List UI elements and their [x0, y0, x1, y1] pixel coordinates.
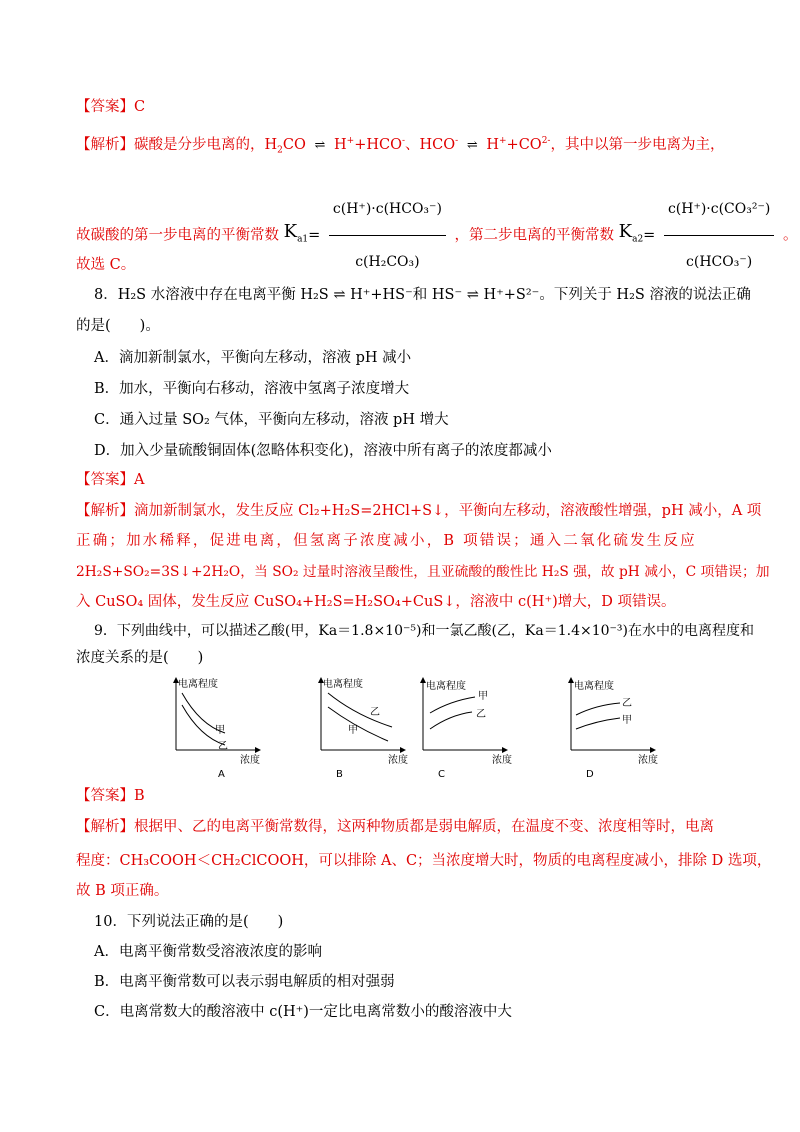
q9-answer: B: [134, 788, 145, 804]
chart-c-jia: 甲: [478, 691, 488, 702]
q8-analysis-1: [76, 501, 761, 521]
q9-analysis-tag: 【解析】: [76, 819, 134, 835]
chart-d-label: D: [586, 769, 594, 780]
chart-d-ylabel: 电离程度: [574, 681, 614, 692]
chart-d-yi: 乙: [622, 698, 632, 709]
chart-b-xlabel: 浓度: [388, 755, 408, 766]
chart-d: [571, 678, 658, 780]
q8-stem-1: 8．H₂S 水溶液中存在电离平衡 H₂S ⇌ H⁺+HS⁻和 HS⁻ ⇌ H⁺+S²⁻。下列关于 H₂S 溶液的说法正确: [94, 287, 751, 303]
chart-a-ylabel: 电离程度: [178, 679, 218, 690]
q8-option-b: B．加水，平衡向右移动，溶液中氢离子浓度增大: [94, 381, 410, 397]
q7-answer-tag: 【答案】: [76, 99, 134, 115]
q8-option-c: C．通入过量 SO₂ 气体，平衡向左移动，溶液 pH 增大: [94, 412, 449, 428]
chart-b-ylabel: 电离程度: [323, 679, 363, 690]
ka1-numerator: c(H⁺)·c(HCO₃⁻): [329, 185, 446, 236]
q7-text-1h: ，其中以第一步电离为主，: [550, 136, 725, 153]
q8-option-a: A．滴加新制氯水，平衡向左移动，溶液 pH 减小: [94, 350, 412, 366]
q9-analysis-2: 程度：CH₃COOH＜CH₂ClCOOH，可以排除 A、C；当浓度增大时，物质的电离程度减小，排除 D 选项，: [76, 853, 772, 869]
q8-answer-line: [76, 470, 144, 490]
q7-text-1a: 碳酸是分步电离的，H: [134, 136, 278, 153]
q7-analysis-tag: 【解析】: [76, 136, 134, 153]
ka2-fraction: [664, 185, 774, 286]
ka2-denominator: c(HCO₃⁻): [686, 254, 753, 270]
ka1-k: K: [283, 220, 298, 242]
q7-text-1b: CO: [282, 136, 306, 153]
chart-c-xlabel: 浓度: [492, 755, 512, 766]
ka2-numerator: c(H⁺)·c(CO₃²⁻): [664, 185, 774, 236]
q8-analysis-2: 正确；加水稀释，促进电离，但氢离子浓度减小，B 项错误；通入二氧化硫发生反应: [76, 533, 697, 549]
chart-b-yi: 乙: [370, 707, 380, 718]
q9-analysis-1: [76, 817, 714, 837]
q9-analysis-3: 故 B 项正确。: [76, 883, 169, 899]
q7-analysis-line2: 故碳酸的第一步电离的平衡常数 $K_{a1}=$ $\frac{\text{c(H⁺)·c(HCO₃⁻)}}{\text{c(H₂CO₃)}}$ ，第二步电离的平衡常数 $K_{a2}=$ $\frac{\text{c(H⁺)·c(CO₃²⁻)}}{\text{c(HCO₃⁻)}}$ 。: [76, 185, 797, 286]
q7-text-1d: +HCO: [354, 136, 402, 153]
q10-option-b: B．电离平衡常数可以表示弱电解质的相对强弱: [94, 974, 395, 990]
chart-a-label: A: [218, 769, 225, 780]
q8-answer: A: [134, 472, 145, 488]
q9-analysis-text-1: 根据甲、乙的电离平衡常数得，这两种物质都是弱电解质，在温度不变、浓度相等时，电离: [134, 819, 714, 835]
q9-answer-line: [76, 786, 145, 806]
chart-c: [423, 678, 512, 780]
q8-analysis-4: 入 CuSO₄ 固体，发生反应 CuSO₄+H₂S=H₂SO₄+CuS↓，溶液中 c(H⁺)增大，D 项错误。: [76, 594, 676, 610]
equilibrium-arrow-icon: ⇌: [314, 137, 326, 153]
q7-answer: C: [134, 99, 146, 115]
q8-analysis-text-1: 滴加新制氯水，发生反应 Cl₂+H₂S=2HCl+S↓，平衡向左移动，溶液酸性增强，pH 减小，A 项: [134, 503, 762, 519]
chart-a-yi: 乙: [218, 741, 228, 752]
equilibrium-arrow-icon: ⇌: [466, 137, 478, 153]
ka2-sub: a2: [632, 234, 644, 245]
q10-stem: 10．下列说法正确的是( ): [94, 914, 284, 930]
chart-c-label: C: [438, 769, 445, 780]
q7-answer-line: [76, 97, 145, 117]
q7-text-1e: 、HCO: [405, 136, 456, 153]
chart-c-ylabel: 电离程度: [426, 681, 466, 692]
q9-stem-2: 浓度关系的是( ): [76, 650, 204, 666]
q9-stem-1: 9．下列曲线中，可以描述乙酸(甲，Ka＝1.8×10⁻⁵)和一氯乙酸(乙，Ka＝1.4×10⁻³)在水中的电离程度和: [94, 623, 754, 639]
q8-stem-2: 的是( )。: [76, 318, 160, 334]
q7-text-1f: H: [486, 136, 499, 153]
q9-charts: [160, 675, 680, 785]
ka1-sub: a1: [297, 234, 309, 245]
q8-analysis-3: 2H₂S+SO₂=3S↓+2H₂O，当 SO₂ 过量时溶液呈酸性，且亚硫酸的酸性比 H₂S 强，故 pH 减小，C 项错误；加: [76, 564, 770, 580]
q7-text-1c: H: [334, 136, 347, 153]
ka2-symbol: [618, 220, 644, 245]
chart-c-yi: 乙: [476, 709, 486, 720]
ka1-symbol: [283, 220, 309, 245]
ka1-denominator: c(H₂CO₃): [355, 254, 420, 270]
chart-d-jia: 甲: [622, 715, 632, 726]
q7-text-1g: +CO: [506, 136, 542, 153]
q7-text-2c: 。: [782, 227, 798, 244]
ka2-k: K: [618, 220, 633, 242]
ka1-fraction: [329, 185, 446, 286]
q8-answer-tag: 【答案】: [76, 472, 134, 488]
chart-a-jia: 甲: [215, 725, 225, 736]
q10-option-a: A．电离平衡常数受溶液浓度的影响: [94, 944, 322, 960]
chart-a: [176, 677, 260, 780]
chart-a-xlabel: 浓度: [240, 755, 260, 766]
q7-analysis-line1: 【解析】碳酸是分步电离的，$H_2CO$ ⇌ H++HCO-、HCO- ⇌ $H^++CO^{2-}$，其中以第一步电离为主，: [76, 136, 725, 156]
q7-conclusion: 故选 C。: [76, 257, 136, 273]
q8-option-d: D．加入少量硫酸铜固体(忽略体积变化)，溶液中所有离子的浓度都减小: [94, 443, 552, 459]
chart-b: [321, 677, 408, 780]
chart-d-xlabel: 浓度: [638, 755, 658, 766]
chart-b-jia: 甲: [348, 725, 358, 736]
q9-answer-tag: 【答案】: [76, 788, 134, 804]
q7-text-2a: 故碳酸的第一步电离的平衡常数: [76, 227, 279, 244]
chart-b-label: B: [336, 769, 343, 780]
q8-analysis-tag: 【解析】: [76, 503, 134, 519]
q7-text-2b: ，第二步电离的平衡常数: [454, 227, 615, 244]
q10-option-c: C．电离常数大的酸溶液中 c(H⁺)一定比电离常数小的酸溶液中大: [94, 1004, 512, 1020]
